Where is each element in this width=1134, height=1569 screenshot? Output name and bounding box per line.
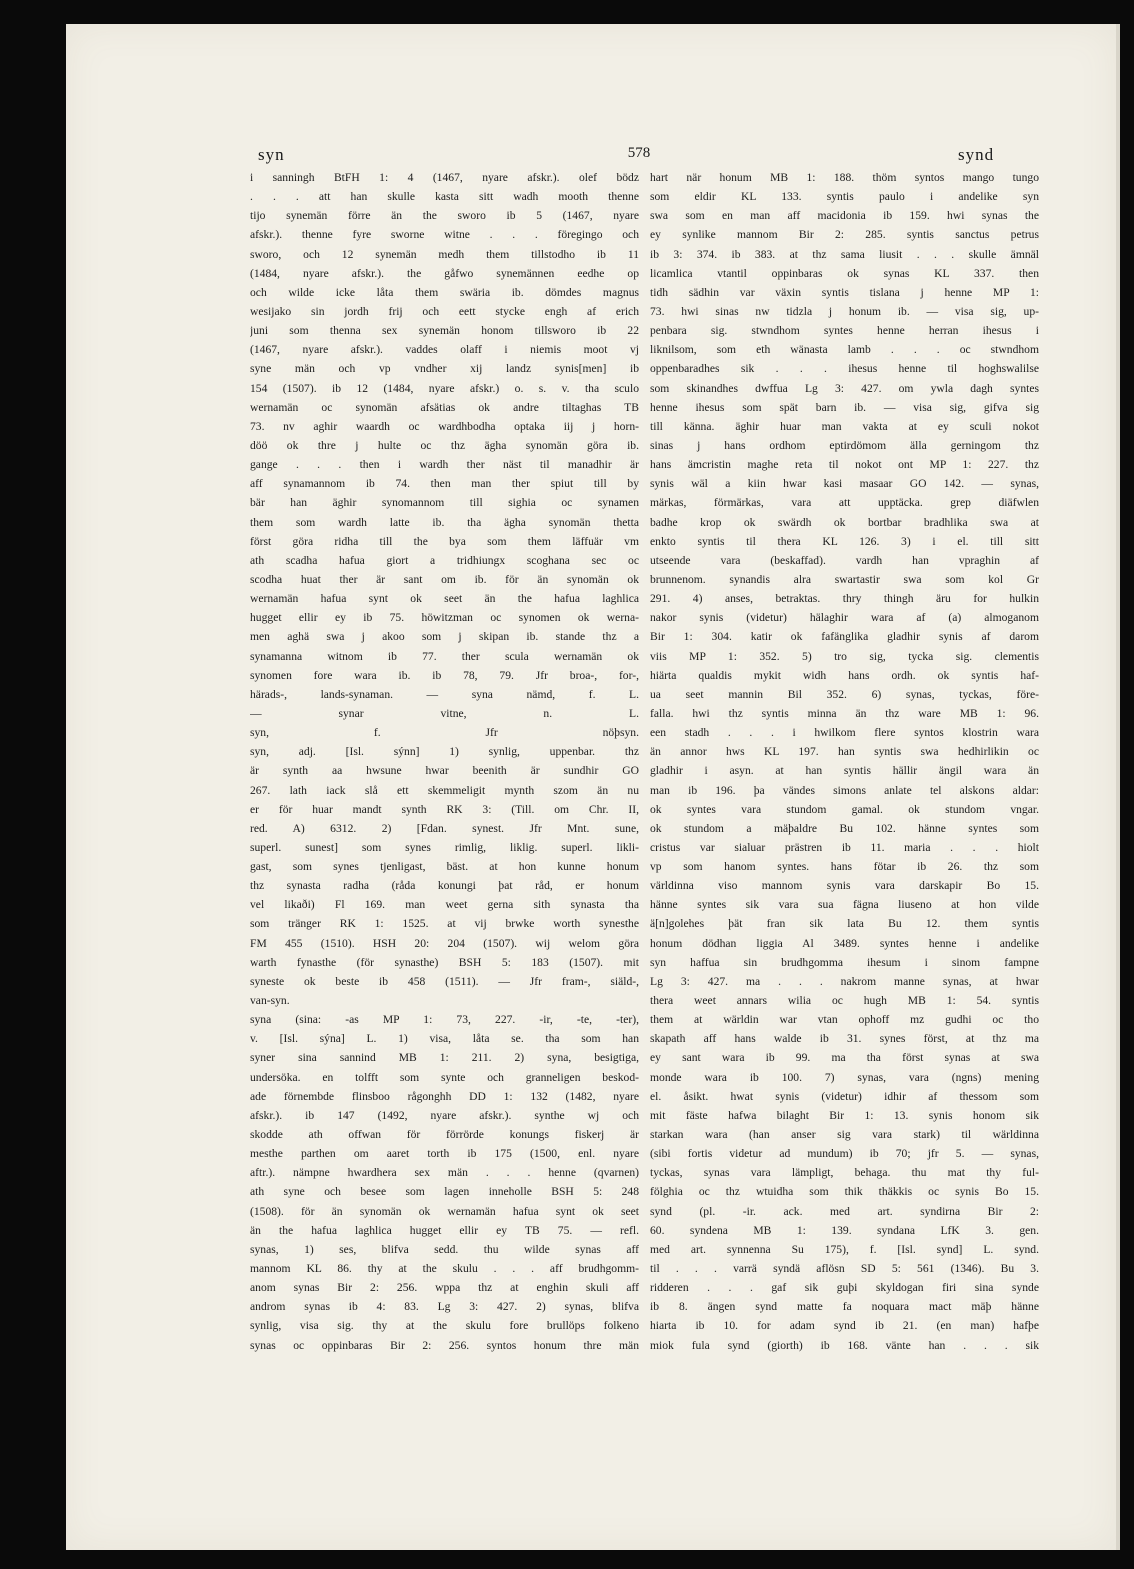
text-line: med art. synnenna Su 175), f. [Isl. synd] L. synd. bbox=[650, 1242, 1039, 1256]
text-line: tidh sädhin var växin syntis tislana j henne MP 1: bbox=[650, 285, 1039, 299]
text-line: hans ämcristin maghe reta til nokot ont MP 1: 227. thz bbox=[650, 458, 1039, 472]
text-line: vp som hanom syntes. hans fötar ib 26. thz som bbox=[650, 860, 1039, 874]
text-line: Lg 3: 427. ma . . . nakrom manne synas, at hwar bbox=[650, 974, 1039, 988]
text-line: märkas, förmärkas, vara att upptäcka. grep diäfwlen bbox=[650, 496, 1039, 510]
text-line: ib 8. ängen synd matte fa noquara mact mäþ hänne bbox=[650, 1300, 1039, 1314]
text-line: monde wara ib 100. 7) synas, vara (ngns) mening bbox=[650, 1070, 1039, 1084]
text-line: 73. hwi sinas nw tidzla j honum ib. — visa sig, up- bbox=[650, 304, 1039, 318]
text-line: ok syntes vara stundom gamal. ok stundom vngar. bbox=[650, 802, 1039, 816]
text-line: utseende vara (beskaffad). vardh han vpraghin af bbox=[650, 553, 1039, 567]
text-line: man ib 196. þa vändes simons anlate tel alskons aldar: bbox=[650, 783, 1039, 797]
text-line: först göra ridha till the bya som them läffuär vm bbox=[250, 534, 639, 548]
text-line: mannom KL 86. thy at the skulu . . . aff brudhgomm- bbox=[250, 1262, 639, 1276]
text-line: androm synas ib 4: 83. Lg 3: 427. 2) synas, blifva bbox=[250, 1300, 639, 1314]
text-line: enkto syntis til thera KL 126. 3) i el. till sitt bbox=[650, 534, 1039, 548]
text-line: hart när honum MB 1: 188. thöm syntos mango tungo bbox=[650, 171, 1039, 184]
text-line: döö ok thre j hulte oc thz ägha synomän göra ib. bbox=[250, 438, 639, 452]
text-line: syna (sina: -as MP 1: 73, 227. -ir, -te, -ter), bbox=[250, 1013, 639, 1027]
text-line: i sanningh BtFH 1: 4 (1467, nyare afskr.). olef bödz bbox=[250, 171, 639, 184]
right-column bbox=[650, 168, 1039, 1355]
text-line: tyckas, synas vara lämpligt, behaga. thu mat thy ful- bbox=[650, 1166, 1039, 1180]
text-line: världinna viso mannom synis vara darskapir Bo 15. bbox=[650, 879, 1039, 893]
text-line: som skinandhes dwffua Lg 3: 427. om ywla dagh syntes bbox=[650, 381, 1039, 395]
text-line: 291. 4) anses, betraktas. thry thingh äru for hulkin bbox=[650, 592, 1039, 606]
text-line: badhe krop ok swärdh ok bortbar bradhlika swa at bbox=[650, 515, 1039, 529]
text-line: — synar vitne, n. L. bbox=[250, 706, 639, 720]
text-line: thera weet annars wilia oc hugh MB 1: 54. syntis bbox=[650, 994, 1039, 1008]
text-line: hiarta ib 10. for adam synd ib 21. (en man) hafþe bbox=[650, 1319, 1039, 1333]
text-line: superl. sunest] som synes rimlig, liklig. superl. likli- bbox=[250, 840, 639, 854]
text-line: anom synas Bir 2: 256. wppa thz at enghin skuli aff bbox=[250, 1281, 639, 1295]
text-line: synlig, visa sig. thy at the skulu fore brullöps folkeno bbox=[250, 1319, 639, 1333]
text-line: härads-, lands-synaman. — syna nämd, f. L. bbox=[250, 687, 639, 701]
text-line: henne ihesus som spät barn ib. — visa sig, gifva sig bbox=[650, 400, 1039, 414]
text-line: synas oc oppinbaras Bir 2: 256. syntos honum thre män bbox=[250, 1338, 639, 1352]
text-line: starkan wara (han anser sig vara stark) til wärldinna bbox=[650, 1128, 1039, 1142]
text-line: (1467, nyare afskr.). vaddes olaff i niemis moot vj bbox=[250, 343, 639, 357]
text-line: ok stundom a mäþaldre Bu 102. hänne syntes som bbox=[650, 821, 1039, 835]
text-line: wernamän hafua synt ok seet än the hafua laghlica bbox=[250, 592, 639, 606]
text-line: syn, adj. [Isl. sýnn] 1) synlig, uppenbar. thz bbox=[250, 745, 639, 759]
text-line: till känna. äghir huar man vakta at ey sculi nokot bbox=[650, 419, 1039, 433]
text-line: 73. nv aghir waardh oc wardhbodha optaka iij j horn- bbox=[250, 419, 639, 433]
text-line: (sibi fortis videtur ad mundum) ib 70; jfr 5. — synas, bbox=[650, 1147, 1039, 1161]
text-line: 60. syndena MB 1: 139. syndana LfK 3. gen. bbox=[650, 1223, 1039, 1237]
text-line: nakor synis (videtur) hälaghir wara af (a) almoganom bbox=[650, 611, 1039, 625]
text-line: än the hafua laghlica hugget ellir ey TB 75. — refl. bbox=[250, 1223, 639, 1237]
text-line: juni som thenna sex synemän honom tillsworo ib 22 bbox=[250, 324, 639, 338]
text-line: mit fäste hafwa bilaght Bir 1: 13. synis honom sik bbox=[650, 1108, 1039, 1122]
text-line: synas, 1) ses, blifva sedd. thu wilde synas aff bbox=[250, 1242, 639, 1256]
text-line: hugget ellir ey ib 75. höwitzman oc synomen ok werna- bbox=[250, 611, 639, 625]
text-line: sworo, och 12 synemän medh them tillstodho ib 11 bbox=[250, 247, 639, 261]
text-line: bär han äghir synomannom till sighia oc synamen bbox=[250, 496, 639, 510]
text-line: afskr.). ib 147 (1492, nyare afskr.). synthe wj och bbox=[250, 1108, 639, 1122]
text-line: sinas j hans ordhom eptirdömom älla gerningom thz bbox=[650, 438, 1039, 452]
text-line: ey synlike mannom Bir 2: 285. syntis sanctus petrus bbox=[650, 228, 1039, 242]
text-line: 154 (1507). ib 12 (1484, nyare afskr.) o. s. v. tha sculo bbox=[250, 381, 639, 395]
text-line: syn, f. Jfr nöþsyn. bbox=[250, 726, 639, 740]
text-line: el. åsikt. hwat synis (videtur) idhir af thessom som bbox=[650, 1089, 1039, 1103]
text-line: them som wardh latte ib. tha ägha synomän thetta bbox=[250, 515, 639, 529]
text-line: fölghia oc thz wtuidha som thik thäkkis oc synis Bo 15. bbox=[650, 1185, 1039, 1199]
header-left-word: syn bbox=[258, 145, 285, 164]
text-line: liknilsom, som eth wänasta lamb . . . oc stwndhom bbox=[650, 343, 1039, 357]
text-line: ath scadha hafua giort a tridhiungx scoghana sec oc bbox=[250, 553, 639, 567]
text-line: och wilde icke låta them swäria ib. dömdes magnus bbox=[250, 285, 639, 299]
text-line: gladhir i asyn. at han syntis hällir ängil wara än bbox=[650, 764, 1039, 778]
text-line: them at wärldin war vtan ophoff mz gudhi oc tho bbox=[650, 1013, 1039, 1027]
text-line: warth fynasthe (för synasthe) BSH 5: 183 (1507). mit bbox=[250, 955, 639, 969]
text-line: scodha huat ther är sant om ib. för än synomän ok bbox=[250, 572, 639, 586]
text-line: aff synamannom ib 74. then man ther spiut till by bbox=[250, 477, 639, 491]
text-line: cristus var sialuar prästren ib 11. maria . . . hiolt bbox=[650, 840, 1039, 854]
text-line: hänne syntes sik vara sua fägna liuseno at hon vilde bbox=[650, 898, 1039, 912]
text-line: . . . att han skulle kasta sitt wadh mooth thenne bbox=[250, 190, 639, 204]
text-line: (1484, nyare afskr.). the gåfwo synemännen eedhe op bbox=[250, 266, 639, 280]
text-line: men aghä swa j akoo som j skipan ib. stande thz a bbox=[250, 630, 639, 644]
text-line: van-syn. bbox=[250, 994, 290, 1008]
text-line: aftr.). nämpne hwardhera sex män . . . henne (qvarnen) bbox=[250, 1166, 639, 1180]
text-line: synomen fore wara ib. ib 78, 79. Jfr broa-, for-, bbox=[250, 668, 639, 682]
text-line: ua seet mannin Bil 352. 6) synas, tyckas, före- bbox=[650, 687, 1039, 701]
text-line: syn haffua sin brudhgomma ihesum i sinom fampne bbox=[650, 955, 1039, 969]
text-line: ade förnembde flinsboo rågonghh DD 1: 132 (1482, nyare bbox=[250, 1089, 639, 1103]
text-line: wernamän oc synomän afsätias ok andre tiltaghas TB bbox=[250, 400, 639, 414]
page-number: 578 bbox=[627, 145, 651, 161]
text-line: honum dödhan liggia Al 3489. syntes henne i andelike bbox=[650, 936, 1039, 950]
text-line: som eldir KL 133. syntis paulo i andelike syn bbox=[650, 190, 1039, 204]
text-line: som tränger RK 1: 1525. at vij brwke worth synesthe bbox=[250, 917, 639, 931]
text-line: til . . . varrä syndä aflösn SD 5: 561 (1346). Bu 3. bbox=[650, 1262, 1039, 1276]
text-line: skapath aff hans walde ib 31. synes först, at thz ma bbox=[650, 1032, 1039, 1046]
text-line: gast, som synes tjenligast, bäst. at hon kunne honum bbox=[250, 860, 639, 874]
text-line: syner sina sannind MB 1: 211. 2) syna, besigtiga, bbox=[250, 1051, 639, 1065]
header-right-word: synd bbox=[958, 145, 995, 164]
text-line: ey sant wara ib 99. ma tha först synas at swa bbox=[650, 1051, 1039, 1065]
text-line: vel likaði) Fl 169. man weet gerna sith synasta tha bbox=[250, 898, 639, 912]
text-line: gange . . . then i wardh ther näst til manadhir är bbox=[250, 458, 639, 472]
text-line: hiärta qualdis mykit widh hans ordh. ok syntis haf- bbox=[650, 668, 1039, 682]
text-line: tijo synemän förre än the sworo ib 5 (1467, nyare bbox=[250, 209, 639, 223]
text-line: brunnenom. synandis alra swartastir swa som kol Gr bbox=[650, 572, 1039, 586]
text-line: FM 455 (1510). HSH 20: 204 (1507). wij welom göra bbox=[250, 936, 639, 950]
text-line: oppenbaradhes sik . . . ihesus henne til hoghswalilse bbox=[650, 362, 1039, 376]
text-line: ath syne och besee som lagen inneholle BSH 5: 248 bbox=[250, 1185, 639, 1199]
text-line: red. A) 6312. 2) [Fdan. synest. Jfr Mnt. sune, bbox=[250, 821, 639, 835]
text-line: än annor hws KL 197. han syntis swa hedhirlikin oc bbox=[650, 745, 1039, 759]
text-line: afskr.). thenne fyre sworne witne . . . föregingo och bbox=[250, 228, 639, 242]
text-line: är synth aa hwsune hwar beenith är sundhir GO bbox=[250, 764, 639, 778]
text-line: undersöka. en tolfft som synte och granneligen beskod- bbox=[250, 1070, 639, 1084]
text-line: wesijako sin jordh frij och eett stycke engh af erich bbox=[250, 304, 639, 318]
text-line: ridderen . . . gaf sik guþi skyldogan firi sina synde bbox=[650, 1281, 1039, 1295]
text-line: skodde ath offwan för förrörde konungs fiskerj är bbox=[250, 1128, 639, 1142]
text-line: synamanna witnom ib 77. ther scula wernamän ok bbox=[250, 649, 639, 663]
text-line: een stadh . . . i hwilkom flere syntos klostrin wara bbox=[650, 726, 1039, 740]
text-line: synis wäl a kiin hwar kasi masaar GO 142. — synas, bbox=[650, 477, 1039, 491]
text-line: syneste ok beste ib 458 (1511). — Jfr fram-, siäld-, bbox=[250, 974, 639, 988]
text-line: mesthe parthen om aaret torth ib 175 (1500, enl. nyare bbox=[250, 1147, 639, 1161]
text-line: falla. hwi thz syntis minna än thz ware MB 1: 96. bbox=[650, 706, 1039, 720]
text-line: viis MP 1: 352. 5) tro sig, tycka sig. clementis bbox=[650, 649, 1039, 663]
text-line: miok fula synd (giorth) ib 168. vänte han . . . sik bbox=[650, 1338, 1039, 1352]
text-line: Bir 1: 304. katir ok fafänglika gladhir synis af darom bbox=[650, 630, 1039, 644]
page-edge bbox=[1116, 24, 1120, 1550]
text-line: syne män och vp vndher xij landz synis[men] ib bbox=[250, 362, 639, 376]
text-line: v. [Isl. sýna] L. 1) visa, låta se. tha som han bbox=[250, 1032, 639, 1046]
text-line: swa som en man aff macidonia ib 159. hwi synas the bbox=[650, 209, 1039, 223]
text-line: synd (pl. -ir. ack. med art. syndirna Bir 2: bbox=[650, 1204, 1039, 1218]
left-column bbox=[250, 168, 639, 1355]
text-line: 267. lath iack slå ett skemmeligit mynth szom än nu bbox=[250, 783, 639, 797]
text-line: ib 3: 374. ib 383. at thz sama liusit . . . skulle ämnäl bbox=[650, 247, 1039, 261]
text-line: thz synasta radha (råda konungi þat råd, er honum bbox=[250, 879, 639, 893]
text-line: penbara sig. stwndhom syntes henne herran ihesus i bbox=[650, 324, 1039, 338]
text-line: er för huar mandt synth RK 3: (Till. om Chr. II, bbox=[250, 802, 639, 816]
text-line: (1508). för än synomän ok wernamän hafua synt ok seet bbox=[250, 1204, 639, 1218]
text-line: ä[n]golehes þät fran sik lata Bu 12. them syntis bbox=[650, 917, 1039, 931]
text-line: licamlica vtantil oppinbaras ok synas KL 337. then bbox=[650, 266, 1039, 280]
